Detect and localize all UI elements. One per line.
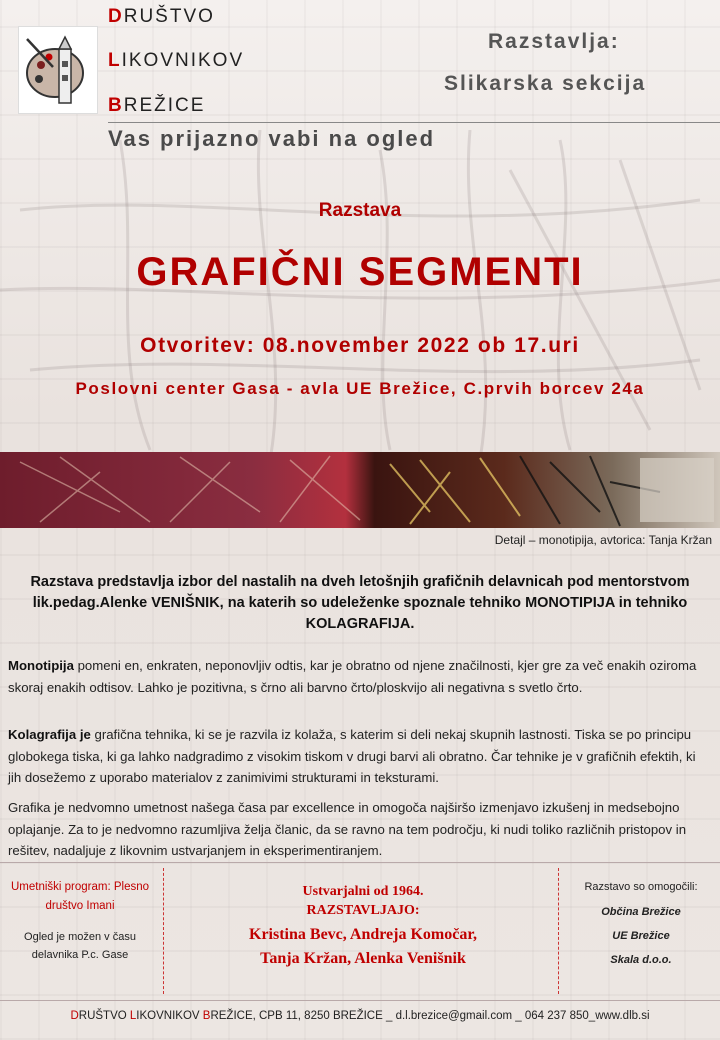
exhibitors-label: RAZSTAVLJAJO:	[306, 903, 420, 918]
invitation-line: Vas prijazno vabi na ogled	[108, 126, 436, 151]
footer-top-divider	[0, 862, 720, 863]
sponsor-item: Skala d.o.o.	[610, 954, 672, 966]
club-name-line-1: DRUŠTVO	[108, 6, 215, 27]
sponsor-item: Občina Brežice	[601, 906, 681, 918]
image-caption: Detajl – monotipija, avtorica: Tanja Kržan	[494, 533, 712, 547]
intro-paragraph: Razstava predstavlja izbor del nastalih na dveh letošnjih grafičnih delavnicah pod mentorstvom lik.pedag.Alenke VENIŠNIK, na katerih so udeleženke spoznale tehniko MONOTIPIJA in tehniko KOLAGRAFIJA.	[30, 574, 690, 632]
kolagrafija-paragraph: Kolagrafija je grafična tehnika, ki se je razvila iz kolaža, s katerim si deli nekaj skupnih lastnosti. Tiska se po principu globokega tiska, ki ga lahko nadgradimo z visokim tiskom v drugi barvi ali obratno. Čar tehnike je v grafičnih efektih, ki jih dosežemo z uporabo materialov z zanimivimi strukturami in teksturami.	[8, 727, 696, 785]
visit-hours: Ogled je možen v času delavnika P.c. Gase	[24, 931, 136, 961]
header-divider	[108, 122, 720, 123]
event-title: GRAFIČNI SEGMENTI	[136, 250, 584, 294]
club-name-line-2: LIKOVNIKOV	[108, 50, 245, 71]
sponsor-item: UE Brežice	[612, 930, 670, 942]
exhibitors-column	[168, 882, 558, 971]
grafika-paragraph: Grafika je nedvomno umetnost našega časa par excellence in omogoča najširšo izmenjavo izkušenj in medsebojno oplajanje. Za to je nedvomno razumljiva želja članic, da se ravno na tem področju, ki nudi toliko različnih pristopov in rešitev, nadaljuje z likovnim ustvarjanjem in eksperimentiranjem.	[8, 800, 687, 858]
exhibitor-names	[168, 923, 558, 971]
column-divider	[558, 868, 559, 994]
opening-date: Otvoritev: 08.november 2022 ob 17.uri	[140, 334, 580, 357]
monotipija-paragraph: Monotipija pomeni en, enkraten, neponovljiv odtis, kar je obratno od njene značilnosti, kjer gre za več enakih oziroma skoraj enakih odtisov. Lahko je pozitivna, s črno ali barvno črto/ploskvijo ali negativna s svetlo črto.	[8, 658, 697, 695]
sponsors-column	[562, 878, 720, 972]
footer-bottom-divider	[0, 1000, 720, 1001]
club-logo	[18, 26, 98, 114]
term: Monotipija	[8, 658, 74, 673]
contact-line: DRUŠTVO LIKOVNIKOV BREŽICE, CPB 11, 8250 BREŽICE _ d.l.brezice@gmail.com _ 064 237 850_www.dlb.si	[70, 1010, 650, 1022]
sponsors-label: Razstavo so omogočili:	[584, 881, 698, 893]
artwork-detail-image	[0, 452, 720, 528]
term: Kolagrafija je	[8, 727, 91, 742]
names-line-2: Tanja Kržan, Alenka Venišnik	[260, 950, 466, 967]
active-since: Ustvarjalni od 1964.	[302, 884, 424, 899]
background-art	[0, 130, 720, 460]
names-line-1: Kristina Bevc, Andreja Komočar,	[249, 926, 477, 943]
event-kicker: Razstava	[318, 200, 402, 221]
column-divider	[163, 868, 164, 994]
artistic-program: Umetniški program: Plesno društvo Imani	[10, 881, 150, 912]
club-name-line-3: BREŽICE	[108, 95, 206, 116]
exhibitor-name: Slikarska sekcija	[444, 72, 647, 95]
exhibitor-label: Razstavlja:	[488, 30, 620, 53]
palette-tower-logo-icon	[19, 27, 99, 115]
venue-address: Poslovni center Gasa - avla UE Brežice, C.prvih borcev 24a	[75, 379, 645, 398]
program-column	[0, 878, 160, 964]
